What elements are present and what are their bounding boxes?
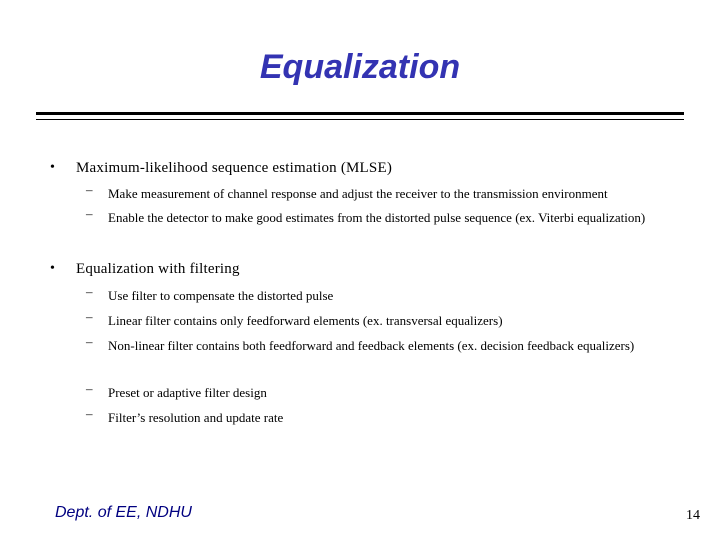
sub-bullet-text: Linear filter contains only feedforward elements (ex. transversal equalizers): [108, 313, 503, 328]
sub-bullet-marker: –: [86, 406, 93, 421]
footer-department: Dept. of EE, NDHU: [55, 504, 192, 521]
page-number: 14: [686, 508, 700, 523]
title-divider-thick: [36, 112, 684, 115]
sub-bullet-marker: –: [86, 182, 93, 197]
sub-bullet-text: Enable the detector to make good estimates from the distorted pulse sequence (ex. Viterbi equalization): [108, 210, 646, 225]
sub-bullet-marker: –: [86, 284, 93, 299]
sub-bullet-text: Non-linear filter contains both feedforward and feedback elements (ex. decision feedback equalizers): [108, 338, 635, 353]
bullet-text: Maximum-likelihood sequence estimation (MLSE): [76, 160, 393, 176]
bullet-marker: •: [50, 261, 55, 276]
sub-bullet-text: Filter’s resolution and update rate: [108, 410, 284, 425]
sub-bullet-text: Make measurement of channel response and adjust the receiver to the transmission environment: [108, 186, 608, 201]
bullet-text: Equalization with filtering: [76, 261, 240, 277]
sub-bullet-marker: –: [86, 309, 93, 324]
sub-bullet-marker: –: [86, 206, 93, 221]
sub-bullet-marker: –: [86, 381, 93, 396]
title-divider-thin: [36, 119, 684, 120]
bullet-marker: •: [50, 160, 55, 175]
sub-bullet-text: Preset or adaptive filter design: [108, 385, 267, 400]
sub-bullet-marker: –: [86, 334, 93, 349]
sub-bullet-text: Use filter to compensate the distorted pulse: [108, 288, 334, 303]
slide-title: Equalization: [259, 48, 461, 86]
